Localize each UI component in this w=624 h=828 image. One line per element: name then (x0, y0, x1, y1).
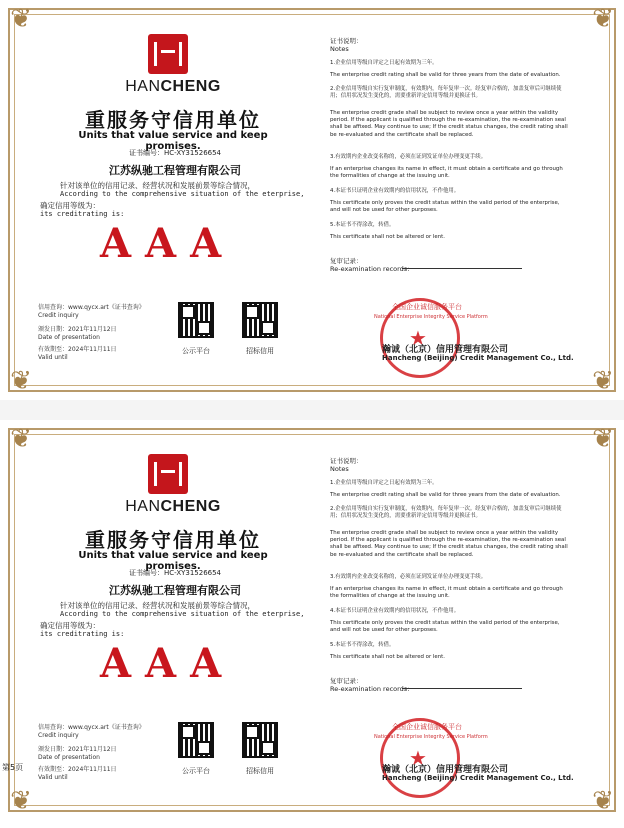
issue-date-cn: 颁发日期：2021年11月12日 (38, 746, 117, 753)
issuer-name-en: Hancheng (Beijing) Credit Management Co., Ltd. (382, 354, 574, 362)
qr-code-icon[interactable] (178, 302, 214, 338)
certificate-left-panel (30, 440, 305, 800)
title-en: Units that value service and keep promises. (78, 550, 268, 572)
issuer-name-cn: 瀚诚（北京）信用管理有限公司 (382, 765, 509, 775)
ornament-icon: ❦ (592, 424, 614, 454)
valid-until-en: Valid until (38, 774, 68, 781)
note-item: If an enterprise changes its name in effect, it must obtain a certificate and go through the formalities of change at the issuing unit. (330, 166, 563, 180)
certificate-bottom (0, 420, 624, 820)
page-number: 第5页 (2, 763, 24, 772)
inquiry-cn: 信用查询：www.qycx.art《证书查询》 (38, 304, 145, 311)
recheck-label-cn: 复审记录： (330, 677, 363, 685)
ornament-icon: ❦ (592, 366, 614, 396)
certificate-notes-panel (330, 36, 580, 376)
qr-label-bidding: 招标信用 (246, 347, 274, 355)
ornament-icon: ❦ (10, 424, 32, 454)
seal-text-en: National Enterprise Integrity Service Platform (374, 734, 488, 740)
certificate-top (0, 0, 624, 400)
note-item: This certificate shall not be altered or lent. (330, 654, 445, 660)
note-item: This certificate shall not be altered or lent. (330, 234, 445, 240)
issuer-name-cn: 瀚诚（北京）信用管理有限公司 (382, 345, 509, 355)
ornament-icon: ❦ (10, 4, 32, 34)
rating-label-en: its creditrating is: (40, 210, 125, 218)
qr-label-platform: 公示平台 (182, 347, 210, 355)
star-icon: ★ (409, 746, 427, 770)
note-item: The enterprise credit grade shall be subject to review once a year within the validity period. If the applicant is qualified through the re-examination, the re-examination seal shall be affixed. May continue to use; If the credit status changes, the credit rating shall be re-evaluated and the certificate shall be replaced. (330, 530, 568, 558)
inquiry-en: Credit inquiry (38, 732, 79, 739)
issuer-name-en: Hancheng (Beijing) Credit Management Co., Ltd. (382, 774, 574, 782)
seal-text-cn: 全国企业诚信服务平台 (392, 303, 462, 311)
valid-until-cn: 有效期至：2024年11月11日 (38, 346, 117, 353)
ornament-icon: ❦ (592, 4, 614, 34)
rating-label-en: its creditrating is: (40, 630, 125, 638)
statement-cn: 针对该单位的信用记录、经营状况和发展前景等综合情况， (60, 601, 255, 610)
rating-label-cn: 确定信用等级为： (40, 621, 100, 630)
issue-date-en: Date of presentation (38, 334, 100, 341)
note-item: This certificate only proves the credit status within the valid period of the enterprise, and will not be used for other purposes. (330, 200, 560, 214)
note-item: 2.企业信用等级自实行复审制度，有效期内，每年复审一次。经复审合格的，加盖复审后可继续使用；信用状况发生变化的，需要重新评定信用等级并更换证书。 (330, 506, 562, 520)
recheck-line (402, 688, 522, 689)
star-icon: ★ (409, 326, 427, 350)
issue-date-en: Date of presentation (38, 754, 100, 761)
qr-code-icon[interactable] (242, 722, 278, 758)
title-cn: 重服务守信用单位 (85, 528, 261, 552)
ornament-icon: ❦ (10, 786, 32, 816)
recheck-label-en: Re-examination records: (330, 265, 410, 273)
notes-heading-en: Notes (330, 45, 349, 53)
company-name: 江苏纵驰工程管理有限公司 (109, 164, 241, 177)
note-item: 4.本证书只证明企业有效期内的信用状况，不作他用。 (330, 608, 460, 614)
note-item: This certificate only proves the credit status within the valid period of the enterprise, and will not be used for other purposes. (330, 620, 560, 634)
title-en: Units that value service and keep promises. (78, 130, 268, 152)
note-item: 2.企业信用等级自实行复审制度，有效期内，每年复审一次。经复审合格的，加盖复审后可继续使用；信用状况发生变化的，需要重新评定信用等级并更换证书。 (330, 86, 562, 100)
valid-until-en: Valid until (38, 354, 68, 361)
rating-label-cn: 确定信用等级为： (40, 201, 100, 210)
valid-until-cn: 有效期至：2024年11月11日 (38, 766, 117, 773)
ornament-icon: ❦ (592, 786, 614, 816)
certificate-notes-panel (330, 456, 580, 796)
statement-en: According to the comprehensive situation of the eterprise, (60, 610, 305, 618)
inquiry-cn: 信用查询：www.qycx.art《证书查询》 (38, 724, 145, 731)
note-item: 1.企业信用等级自评定之日起有效期为三年。 (330, 480, 438, 486)
notes-heading-cn: 证书说明： (330, 37, 363, 45)
certificate-number: 证书编号：HC-XY31526654 (128, 569, 222, 577)
note-item: The enterprise credit grade shall be subject to review once a year within the validity period. If the applicant is qualified through the re-examination, the re-examination seal shall be affixed. May continue to use; If the credit status changes, the credit rating shall be re-evaluated and the certificate shall be replaced. (330, 110, 568, 138)
hancheng-logo-icon (148, 454, 188, 494)
note-item: 3.有效期内企业改变名称的，必须在证到发证单位办理变更手续。 (330, 574, 487, 580)
note-item: If an enterprise changes its name in effect, it must obtain a certificate and go through the formalities of change at the issuing unit. (330, 586, 563, 600)
issue-date-cn: 颁发日期：2021年11月12日 (38, 326, 117, 333)
qr-label-bidding: 招标信用 (246, 767, 274, 775)
inquiry-en: Credit inquiry (38, 312, 79, 319)
hancheng-logo-icon (148, 34, 188, 74)
note-item: 3.有效期内企业改变名称的，必须在证到发证单位办理变更手续。 (330, 154, 487, 160)
note-item: 5.本证书不得涂改，转借。 (330, 222, 395, 228)
note-item: 5.本证书不得涂改，转借。 (330, 642, 395, 648)
qr-code-icon[interactable] (242, 302, 278, 338)
title-cn: 重服务守信用单位 (85, 108, 261, 132)
certificate-number: 证书编号：HC-XY31526654 (128, 149, 222, 157)
certificate-left-panel (30, 20, 305, 380)
note-item: The enterprise credit rating shall be valid for three years from the date of evaluation. (330, 72, 561, 78)
credit-grade: AAA (100, 220, 236, 267)
brand-name: HANCHENG (125, 498, 221, 515)
notes-heading-en: Notes (330, 465, 349, 473)
note-item: The enterprise credit rating shall be valid for three years from the date of evaluation. (330, 492, 561, 498)
brand-name: HANCHENG (125, 78, 221, 95)
seal-text-en: National Enterprise Integrity Service Platform (374, 314, 488, 320)
notes-heading-cn: 证书说明： (330, 457, 363, 465)
credit-grade: AAA (100, 640, 236, 687)
recheck-label-cn: 复审记录： (330, 257, 363, 265)
statement-cn: 针对该单位的信用记录、经营状况和发展前景等综合情况， (60, 181, 255, 190)
qr-code-icon[interactable] (178, 722, 214, 758)
recheck-line (402, 268, 522, 269)
qr-label-platform: 公示平台 (182, 767, 210, 775)
statement-en: According to the comprehensive situation of the eterprise, (60, 190, 305, 198)
company-name: 江苏纵驰工程管理有限公司 (109, 584, 241, 597)
recheck-label-en: Re-examination records: (330, 685, 410, 693)
page-gap (0, 400, 624, 420)
note-item: 1.企业信用等级自评定之日起有效期为三年。 (330, 60, 438, 66)
ornament-icon: ❦ (10, 366, 32, 396)
note-item: 4.本证书只证明企业有效期内的信用状况，不作他用。 (330, 188, 460, 194)
seal-text-cn: 全国企业诚信服务平台 (392, 723, 462, 731)
